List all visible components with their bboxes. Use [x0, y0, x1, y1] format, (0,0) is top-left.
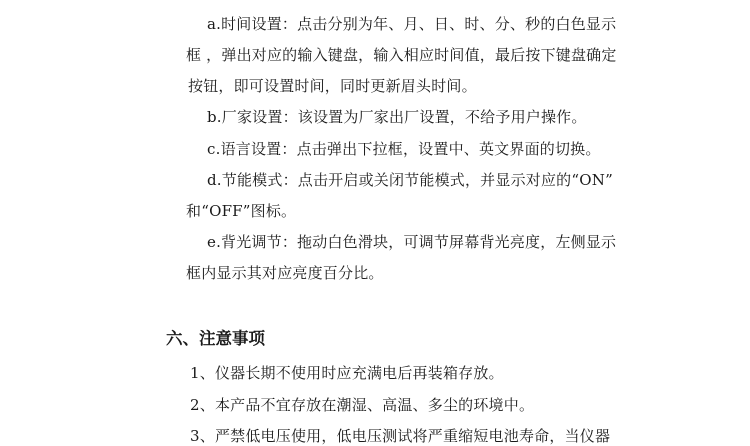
note-item-3: 3、严禁低电压使用，低电压测试将严重缩短电池寿命，当仪器 — [190, 427, 611, 445]
section-heading-notes: 六、注意事项 — [166, 329, 265, 348]
backlight-line-1: e.背光调节：拖动白色滑块，可调节屏幕背光亮度，左侧显示 — [207, 233, 617, 251]
time-setting-line-1: a.时间设置：点击分别为年、月、日、时、分、秒的白色显示 — [207, 15, 617, 33]
time-setting-line-2: 框 ，弹出对应的输入键盘，输入相应时间值，最后按下键盘确定 — [186, 46, 617, 64]
time-setting-line-3: 按钮，即可设置时间，同时更新眉头时间。 — [188, 77, 477, 95]
note-item-1: 1、仪器长期不使用时应充满电后再装箱存放。 — [190, 364, 504, 382]
factory-setting-line: b.厂家设置：该设置为厂家出厂设置，不给予用户操作。 — [207, 108, 587, 126]
energy-mode-line-2: 和“OFF”图标。 — [186, 202, 297, 220]
energy-mode-line-1: d.节能模式：点击开启或关闭节能模式，并显示对应的“ON” — [207, 171, 613, 189]
language-setting-line: c.语言设置：点击弹出下拉框，设置中、英文界面的切换。 — [207, 140, 601, 158]
backlight-line-2: 框内显示其对应亮度百分比。 — [186, 264, 384, 282]
note-item-2: 2、本产品不宜存放在潮湿、高温、多尘的环境中。 — [190, 396, 535, 414]
